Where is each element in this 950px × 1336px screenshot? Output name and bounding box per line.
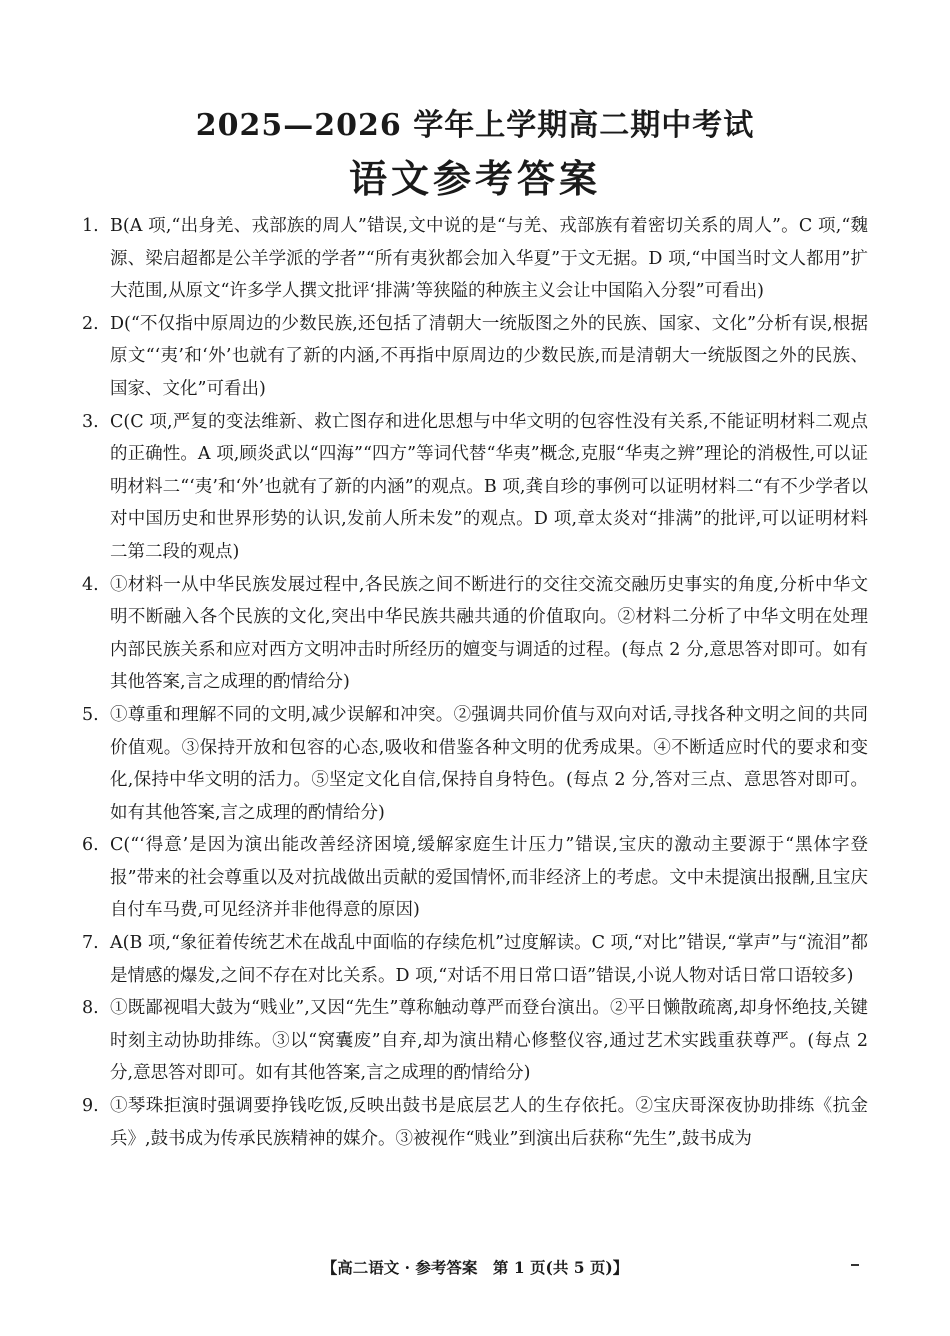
answer-number: 5. [82, 704, 99, 725]
answer-item-9 [82, 1090, 868, 1155]
answer-text: C(C 项,严复的变法维新、救亡图存和进化思想与中华文明的包容性没有关系,不能证明材料二观点的正确性。A 项,顾炎武以“四海”“四方”等词代替“华夷”概念,克服“华夷之辨”理论的消极性,可以证明材料二“‘夷’和‘外’也就有了新的内涵”的观点。B 项,龚自珍的事例可以证明材料二“有不少学者以对中国历史和世界形势的认识,发前人所未发”的观点。D 项,章太炎对“排满”的批评,可以证明材料二第二段的观点) [110, 411, 868, 562]
answer-text: C(“‘得意’是因为演出能改善经济困境,缓解家庭生计压力”错误,宝庆的激动主要源于“黑体字登报”带来的社会尊重以及对抗战做出贡献的爱国情怀,而非经济上的考虑。文中未提演出报酬,且宝庆自付车马费,可见经济并非他得意的原因) [110, 835, 868, 921]
answer-item-2 [82, 308, 868, 406]
answer-text: D(“不仅指中原周边的少数民族,还包括了清朝大一统版图之外的民族、国家、文化”分析有误,根据原文“‘夷’和‘外’也就有了新的内涵,不再指中原周边的少数民族,而是清朝大一统版图之外的民族、国家、文化”可看出) [110, 313, 868, 399]
scan-mark [851, 1264, 859, 1266]
answer-number: 9. [82, 1096, 99, 1117]
answer-number: 8. [82, 998, 99, 1019]
answer-item-5 [82, 699, 868, 829]
answer-text: ①材料一从中华民族发展过程中,各民族之间不断进行的交往交流交融历史事实的角度,分析中华文明不断融入各个民族的文化,突出中华民族共融共通的价值取向。②材料二分析了中华文明在处理内部民族关系和应对西方文明冲击时所经历的嬗变与调适的过程。(每点 2 分,意思答对即可。如有其他答案,言之成理的酌情给分) [110, 574, 868, 693]
answer-text: B(A 项,“出身羌、戎部族的周人”错误,文中说的是“与羌、戎部族有着密切关系的周人”。C 项,“魏源、梁启超都是公羊学派的学者”“所有夷狄都会加入华夏”于文无据。D 项,“中国当时文人都用”扩大范围,从原文“许多学人撰文批评‘排满’等狭隘的种族主义会让中国陷入分裂”可看出) [110, 216, 868, 302]
answer-text: A(B 项,“象征着传统艺术在战乱中面临的存续危机”过度解读。C 项,“对比”错误,“掌声”与“流泪”都是情感的爆发,之间不存在对比关系。D 项,“对话不用日常口语”错误,小说人物对话日常口语较多) [110, 933, 868, 986]
answer-number: 7. [82, 933, 99, 954]
answer-number: 3. [82, 411, 99, 432]
answer-number: 6. [82, 835, 99, 856]
answer-text: ①尊重和理解不同的文明,减少误解和冲突。②强调共同价值与双向对话,寻找各种文明之间的共同价值观。③保持开放和包容的心态,吸收和借鉴各种文明的优秀成果。④不断适应时代的要求和变化,保持中华文明的活力。⑤坚定文化自信,保持自身特色。(每点 2 分,答对三点、意思答对即可。如有其他答案,言之成理的酌情给分) [110, 704, 868, 823]
answer-text: ①既鄙视唱大鼓为“贱业”,又因“先生”尊称触动尊严而登台演出。②平日懒散疏离,却身怀绝技,关键时刻主动协助排练。③以“窝囊废”自弃,却为演出精心修整仪容,通过艺术实践重获尊严。(每点 2 分,意思答对即可。如有其他答案,言之成理的酌情给分) [110, 998, 868, 1084]
answer-number: 4. [82, 574, 99, 595]
answer-item-7 [82, 927, 868, 992]
answer-item-4 [82, 569, 868, 699]
answer-number: 2. [82, 313, 99, 334]
answer-list [82, 210, 868, 1155]
exam-title: 2025—2026 学年上学期高二期中考试 [195, 108, 755, 143]
answer-item-3 [82, 406, 868, 569]
answer-item-1 [82, 210, 868, 308]
page-footer: 【高二语文 · 参考答案 第 1 页(共 5 页)】 [321, 1258, 629, 1277]
answer-text: ①琴珠拒演时强调要挣钱吃饭,反映出鼓书是底层艺人的生存依托。②宝庆哥深夜协助排练《抗金兵》,鼓书成为传承民族精神的媒介。③被视作“贱业”到演出后获称“先生”,鼓书成为 [110, 1096, 868, 1149]
answer-item-8 [82, 992, 868, 1090]
answer-key-title: 语文参考答案 [348, 156, 601, 201]
answer-item-6 [82, 829, 868, 927]
answer-number: 1. [82, 216, 99, 236]
